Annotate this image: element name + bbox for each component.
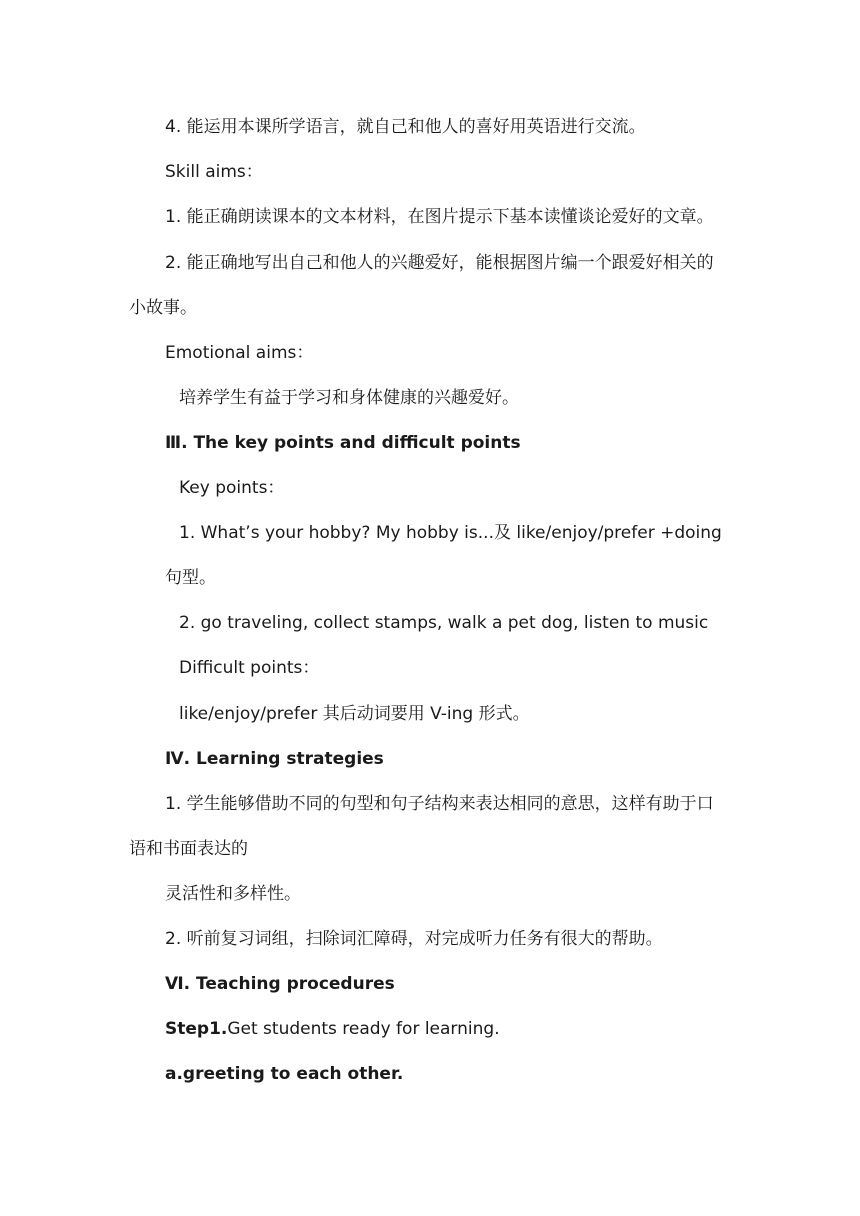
step-1-item-a: a.greeting to each other. [165, 1064, 404, 1084]
key-points-heading: Key points： [179, 478, 285, 498]
key-point-item-1: 1. What’s your hobby? My hobby is...及 like/enjoy/prefer +doing [179, 523, 722, 543]
step-1-label: Step1. [165, 1019, 228, 1039]
skill-aim-item-2: 2. 能正确地写出自己和他人的兴趣爱好，能根据图片编一个跟爱好相关的 [165, 253, 714, 273]
section-heading-teaching-procedures: Ⅵ. Teaching procedures [165, 974, 395, 994]
step-1-line [165, 1017, 500, 1041]
section-heading-learning-strategies: Ⅳ. Learning strategies [165, 749, 384, 769]
skill-aim-item-1: 1. 能正确朗读课本的文本材料，在图片提示下基本读懂谈论爱好的文章。 [165, 207, 714, 227]
skill-aims-heading: Skill aims： [165, 162, 263, 182]
difficult-points-heading: Difficult points： [179, 658, 320, 678]
skill-aim-item-2-cont: 小故事。 [129, 298, 197, 318]
emotional-aims-heading: Emotional aims： [165, 343, 314, 363]
aim-item-4: 4. 能运用本课所学语言，就自己和他人的喜好用英语进行交流。 [165, 117, 646, 137]
step-1-text: Get students ready for learning. [227, 1019, 500, 1039]
emotional-aim-text: 培养学生有益于学习和身体健康的兴趣爱好。 [179, 388, 519, 408]
strategy-item-1: 1. 学生能够借助不同的句型和句子结构来表达相同的意思，这样有助于口 [165, 794, 714, 814]
strategy-item-1-cont: 语和书面表达的 [129, 839, 248, 859]
strategy-item-1-cont-2: 灵活性和多样性。 [165, 884, 301, 904]
key-point-item-1-cont: 句型。 [165, 568, 216, 588]
key-point-item-2: 2. go traveling, collect stamps, walk a pet dog, listen to music [179, 613, 709, 633]
strategy-item-2: 2. 听前复习词组，扫除词汇障碍，对完成听力任务有很大的帮助。 [165, 929, 663, 949]
section-heading-key-points: Ⅲ. The key points and difficult points [165, 433, 521, 453]
difficult-point-text: like/enjoy/prefer 其后动词要用 V-ing 形式。 [179, 704, 530, 724]
